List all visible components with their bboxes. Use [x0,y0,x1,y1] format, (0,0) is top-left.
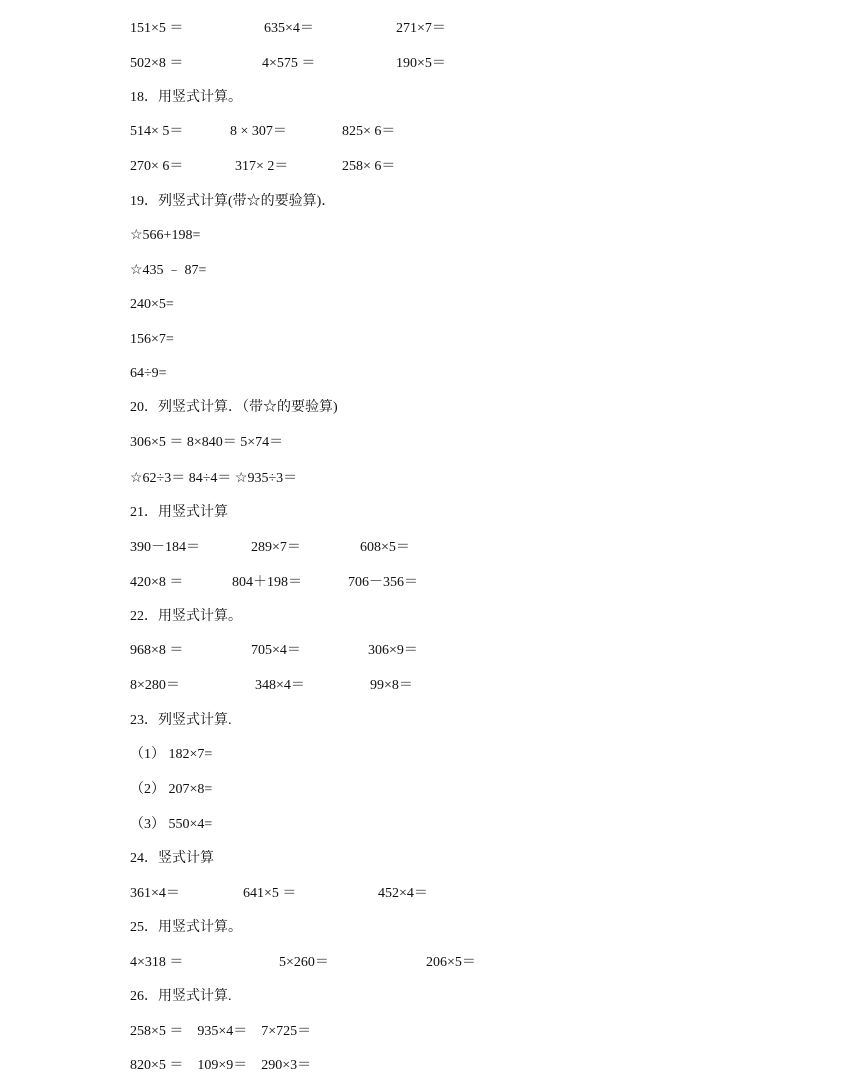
exercise-item: ☆435 ﹣ 87= [130,263,207,278]
exercise-item: ☆62÷3＝ 84÷4＝ ☆935÷3＝ [130,471,298,486]
question-title: 26．用竖式计算. [130,989,232,1004]
exercise-item: 502×8 ＝ [130,56,184,71]
exercise-item: 348×4＝ [255,678,305,693]
exercise-item: 271×7＝ [396,21,446,36]
question-title: 21．用竖式计算 [130,505,228,520]
question-title: 20．列竖式计算．（带☆的要验算) [130,400,338,415]
exercise-item: 258×5 ＝ 935×4＝ 7×725＝ [130,1024,312,1039]
exercise-item: 4×318 ＝ [130,955,184,970]
exercise-item: 706－356＝ [348,575,418,590]
exercise-item: 64÷9= [130,366,167,381]
exercise-item: 705×4＝ [251,643,301,658]
question-title: 24．竖式计算 [130,851,214,866]
exercise-item: （3） 550×4= [130,817,213,832]
question-title: 22．用竖式计算。 [130,609,242,624]
question-title: 25．用竖式计算。 [130,920,242,935]
exercise-item: 420×8 ＝ [130,575,184,590]
exercise-item: 968×8 ＝ [130,643,184,658]
exercise-item: 8 × 307＝ [230,124,287,139]
exercise-item: （1） 182×7= [130,747,213,762]
question-title: 23．列竖式计算. [130,713,232,728]
exercise-item: 317× 2＝ [235,159,289,174]
exercise-item: 206×5＝ [426,955,476,970]
exercise-item: 306×5 ＝ 8×840＝ 5×74＝ [130,435,284,450]
exercise-item: 641×5 ＝ [243,886,297,901]
exercise-item: 240×5= [130,297,174,312]
exercise-item: 820×5 ＝ 109×9＝ 290×3＝ [130,1058,312,1073]
exercise-item: ☆566+198= [130,228,201,243]
exercise-item: 804＋198＝ [232,575,302,590]
exercise-item: 452×4＝ [378,886,428,901]
exercise-item: 390－184＝ [130,540,200,555]
exercise-item: 270× 6＝ [130,159,184,174]
exercise-item: 608×5＝ [360,540,410,555]
exercise-item: 514× 5＝ [130,124,184,139]
question-title: 19．列竖式计算(带☆的要验算)． [130,194,336,209]
exercise-item: 99×8＝ [370,678,413,693]
question-title: 18．用竖式计算。 [130,90,242,105]
exercise-item: 635×4＝ [264,21,314,36]
exercise-item: 5×260＝ [279,955,329,970]
exercise-item: 151×5 ＝ [130,21,184,36]
exercise-item: 289×7＝ [251,540,301,555]
exercise-item: （2） 207×8= [130,782,213,797]
exercise-item: 4×575 ＝ [262,56,316,71]
exercise-item: 361×4＝ [130,886,180,901]
exercise-item: 258× 6＝ [342,159,396,174]
exercise-item: 190×5＝ [396,56,446,71]
exercise-item: 156×7= [130,332,174,347]
exercise-item: 306×9＝ [368,643,418,658]
exercise-item: 825× 6＝ [342,124,396,139]
exercise-item: 8×280＝ [130,678,180,693]
